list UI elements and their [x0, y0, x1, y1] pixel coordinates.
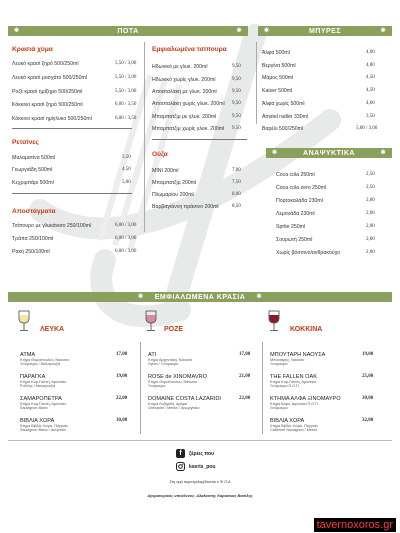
wine-name: ΠΑΡΑΓΚΑ: [20, 374, 46, 380]
white-wine-glass-icon: [18, 310, 30, 332]
bottled-wines-header: [8, 292, 392, 302]
instagram-handle[interactable]: kseris_pou: [189, 464, 216, 470]
menu-price: 2,00: [366, 198, 375, 203]
wine-detail: Sauvignon Blanc / Ασύρτικο: [20, 428, 66, 432]
divider: [12, 128, 132, 129]
menu-price: 5,00 / 3,00: [356, 126, 378, 131]
divider: [12, 193, 132, 194]
menu-price: 2,00: [366, 211, 375, 216]
menu-item: Μάμος 500ml: [262, 75, 294, 81]
menu-item: Kaiser 500ml: [262, 88, 293, 94]
menu-item: Αποσταλάκη χωρίς γλυκ. 200ml: [152, 101, 225, 107]
menu-item: Σουρωτή 250ml: [276, 237, 313, 243]
watermark: tavernoxoros.gr: [314, 518, 396, 532]
star-icon: ✱: [138, 294, 144, 300]
menu-price: 7,00: [232, 168, 241, 173]
menu-price: 9,50: [232, 126, 241, 131]
wine-detail: Ξινόμαυρο: [270, 362, 288, 366]
wine-name: ΑΤΜΑ: [20, 352, 36, 358]
menu-price: 4,50: [366, 75, 375, 80]
column-divider: [256, 42, 257, 124]
wine-price: 32,00: [362, 418, 374, 423]
menu-price: 2,50: [366, 185, 375, 190]
menu-item: Κεχριμπάρι 500ml: [12, 180, 54, 186]
menu-item: Άλφα χωρίς 500ml: [262, 101, 305, 107]
header-label: ΠΟΤΑ: [117, 27, 139, 35]
wine-detail: Κτήμα Βιβλία Χώρα, Παγγαίο: [270, 424, 318, 428]
wine-detail: Κτήμα Κυρ-Γιάννη, Αμύνταιο: [270, 380, 317, 384]
menu-price: 6,00 / 3,00: [115, 249, 137, 254]
menu-price: 8,50: [232, 204, 241, 209]
star-icon: ✱: [236, 28, 242, 34]
category-title: ΚΟΚΚΙΝΑ: [290, 326, 323, 333]
wine-price: 21,00: [239, 374, 251, 379]
beers-header: [258, 26, 392, 36]
menu-item: Λευκό κρασί μοσχάτο 500/250ml: [12, 75, 87, 81]
column-divider: [262, 342, 263, 434]
wine-name: ΒΙΒΛΙΑ ΧΩΡΑ: [20, 418, 55, 424]
wine-detail: Κτήμα Κυρ-Γιάννη, Αμύνταιο: [20, 402, 67, 406]
menu-item: Ηδωνικό με γλυκ. 200ml: [152, 64, 208, 70]
menu-price: 8,00: [232, 192, 241, 197]
menu-price: 5,50 / 3,00: [115, 75, 137, 80]
divider: [8, 440, 392, 441]
menu-item: Βεργίνα 500ml: [262, 63, 296, 69]
wine-detail: Κτήμα Κυρ-Γιάννη, Αμύνταιο: [20, 380, 67, 384]
menu-price: 4,50: [122, 167, 131, 172]
menu-price: 9,50: [232, 77, 241, 82]
wine-detail: Cabernet Sauvignon / Merlot: [270, 428, 317, 432]
menu-item: Αποσταλάκη με γλυκ. 200ml: [152, 89, 217, 95]
wine-detail: Κτήμα Άλφα, Αμύνταιο Π.Ο.Π.: [270, 402, 319, 406]
menu-price: 9,50: [232, 89, 241, 94]
wine-price: 19,00: [116, 374, 128, 379]
section-title: Κρασιά χύμα: [12, 46, 53, 53]
wine-name: DOMAINE COSTA LAZARIDI: [148, 396, 221, 402]
wine-price: 17,00: [239, 352, 251, 357]
wine-detail: Μπουτάρης, Νάουσα: [270, 358, 305, 362]
menu-item: Ηδωνικό χωρίς γλυκ. 200ml: [152, 77, 216, 83]
menu-price: 2,00: [366, 250, 375, 255]
menu-item: Χωρίς βόσσινο/ανθρακούχο: [276, 250, 341, 256]
menu-price: 4,00: [366, 101, 375, 106]
menu-price: 2,00: [366, 237, 375, 242]
menu-price: 3,50: [366, 114, 375, 119]
wine-name: ROSE de XINOMAVRO: [148, 374, 207, 380]
menu-item: Λευκό κρασί ξηρό 500/250ml: [12, 61, 79, 67]
wine-detail: Ξινόμαυρο: [148, 384, 166, 388]
star-icon: ✱: [380, 150, 386, 156]
menu-item: Λεμονάδα 230ml: [276, 211, 315, 217]
menu-item: Κόκκινο κρασί ξηρό 500/250ml: [12, 102, 83, 108]
wine-detail: Sauvignon Blanc: [20, 406, 48, 410]
menu-item: Μπαμπατζιμ χωρίς γλυκ. 200ml: [152, 126, 225, 132]
menu-price: 4,00: [366, 63, 375, 68]
menu-item: Amstel radler 330ml: [262, 114, 309, 120]
soft-drinks-header: [266, 148, 392, 158]
menu-price: 9,50: [232, 101, 241, 106]
menu-price: 6,00 / 3,00: [115, 223, 137, 228]
market-supervisor-notice: Αγορανομικός υπεύθυνος: Αλαλαστής Καρανίκας Βασίλης: [147, 494, 253, 498]
menu-price: 6,00 / 3,50: [115, 116, 137, 121]
wine-name: ΜΠΟΥΤΑΡΗ ΝΑΟΥΣΑ: [270, 352, 326, 358]
wine-detail: Ξινόμαυρο / Μαλαγουζιά: [20, 362, 61, 366]
instagram-icon[interactable]: [176, 462, 185, 471]
wine-price: 22,00: [116, 396, 128, 401]
wine-price: 19,00: [362, 352, 374, 357]
wine-name: ΣΑΜΑΡΟΠΕΤΡΑ: [20, 396, 62, 402]
wine-detail: Ροδίτης / Μαλαγουζιά: [20, 384, 56, 388]
wine-detail: Ξινόμαυρο Π.Ο.Π.: [270, 384, 300, 388]
wine-name: ATI: [148, 352, 157, 358]
wine-detail: Syrah / Ξινόμαυρο: [148, 362, 179, 366]
section-title: Ρετσίνες: [12, 139, 39, 146]
menu-item: Βαρβαγιάννη πράσινο 200ml: [152, 204, 219, 210]
red-wine-glass-icon: [268, 310, 280, 332]
wine-price: 30,00: [362, 396, 374, 401]
wine-detail: Κτήμα Θυμιόπουλου, Νάουσα: [148, 380, 197, 384]
wine-price: 30,00: [116, 418, 128, 423]
column-divider: [144, 42, 145, 232]
rose-wine-glass-icon: [145, 310, 157, 332]
menu-price: 5,50 / 3,00: [115, 61, 137, 66]
menu-price: 9,50: [232, 114, 241, 119]
facebook-icon[interactable]: f: [176, 449, 185, 458]
menu-item: Coca cola zero 250ml: [276, 185, 327, 191]
menu-price: 2,00: [366, 224, 375, 229]
vat-notice: Στη τιμή συμπεριλαμβάνεται ο Φ.Π.Α: [169, 480, 231, 484]
wine-detail: Ξινόμαυρο: [270, 406, 288, 410]
menu-item: Πορτοκαλάδα 230ml: [276, 198, 323, 204]
menu-item: Sprite 250ml: [276, 224, 306, 230]
drinks-header: [8, 26, 248, 36]
star-icon: ✱: [14, 28, 20, 34]
menu-price: 2,50: [366, 172, 375, 177]
category-title: ΛΕΥΚΑ: [40, 326, 65, 333]
menu-price: 9,50: [232, 64, 241, 69]
wine-detail: Κτήμα Αρχοντάκη, Νάουσα: [148, 358, 193, 362]
section-title: Εμφιαλωμένα τσίπουρα: [152, 46, 227, 53]
wine-price: 25,00: [362, 374, 374, 379]
wine-name: THE FALLEN OAK: [270, 374, 317, 380]
menu-item: Τσίπουρο με γλυκάνισο 250/100ml: [12, 223, 92, 229]
wine-name: ΒΙΒΛΙΑ ΧΩΡΑ: [270, 418, 305, 424]
wine-name: ΚΤΗΜΑ ΑΛΦΑ ΞΙΝΟΜΑΥΡΟ: [270, 396, 341, 402]
menu-item: Coca cola 250ml: [276, 172, 315, 178]
menu-price: 4,50: [366, 88, 375, 93]
menu-price: 5,00: [122, 180, 131, 185]
wine-price: 22,00: [239, 396, 251, 401]
star-icon: ✱: [256, 294, 262, 300]
menu-item: Κόκκινο κρασί ημίγλυκο 500/250ml: [12, 116, 92, 122]
menu-item: Ροζέ κρασί ημίξηρο 500/250ml: [12, 89, 83, 95]
menu-price: 4,00: [366, 50, 375, 55]
menu-price: 6,00 / 3,00: [115, 236, 137, 241]
menu-price: 3,50: [122, 155, 131, 160]
header-label: ΑΝΑΨΥΚΤΙΚΑ: [303, 149, 355, 157]
menu-item: MINI 200ml: [152, 168, 179, 174]
star-icon: ✱: [272, 150, 278, 156]
menu-item: Ρακή 250/100ml: [12, 249, 50, 255]
section-title: Ούζα: [152, 151, 168, 158]
star-icon: ✱: [380, 28, 386, 34]
section-title: Αποστάγματα: [12, 208, 56, 215]
wine-detail: Κτήμα Βιβλία Χώρα, Παγγαίο: [20, 424, 68, 428]
star-icon: ✱: [264, 28, 270, 34]
wine-detail: Grenache / Merlot / Αγιωργίτικο: [148, 406, 200, 410]
wine-detail: Κτήμα Λαζαρίδη, Δράμα: [148, 402, 187, 406]
wine-detail: Κτήμα Θυμιόπουλου, Νάουσα: [20, 358, 69, 362]
facebook-handle[interactable]: ξέρεις που: [189, 451, 214, 457]
category-title: ΡΟΖΕ: [164, 326, 184, 333]
menu-item: Άλφα 500ml: [262, 50, 290, 56]
menu-item: Γεωργιάδη 500ml: [12, 167, 53, 173]
menu-item: Μαλαματίνα 500ml: [12, 155, 56, 161]
menu-item: Πλωμαρίου 200ml: [152, 192, 194, 198]
menu-item: Μπαμπατζιμ με γλυκ. 200ml: [152, 114, 217, 120]
menu-item: Βαρέλι 500/250ml: [262, 126, 304, 132]
menu-item: Τράπα 250/100ml: [12, 236, 54, 242]
menu-price: 6,00 / 3,50: [115, 102, 137, 107]
wine-price: 17,00: [116, 352, 128, 357]
column-divider: [140, 342, 141, 434]
menu-item: Μπαμπατζιμ 200ml: [152, 180, 197, 186]
menu-price: 7,50: [232, 180, 241, 185]
menu-price: 5,50 / 3,00: [115, 89, 137, 94]
header-label: ΕΜΦΙΑΛΩΜΕΝΑ ΚΡΑΣΙΑ: [154, 293, 246, 301]
header-label: ΜΠΥΡΕΣ: [308, 27, 342, 35]
divider: [152, 139, 247, 140]
